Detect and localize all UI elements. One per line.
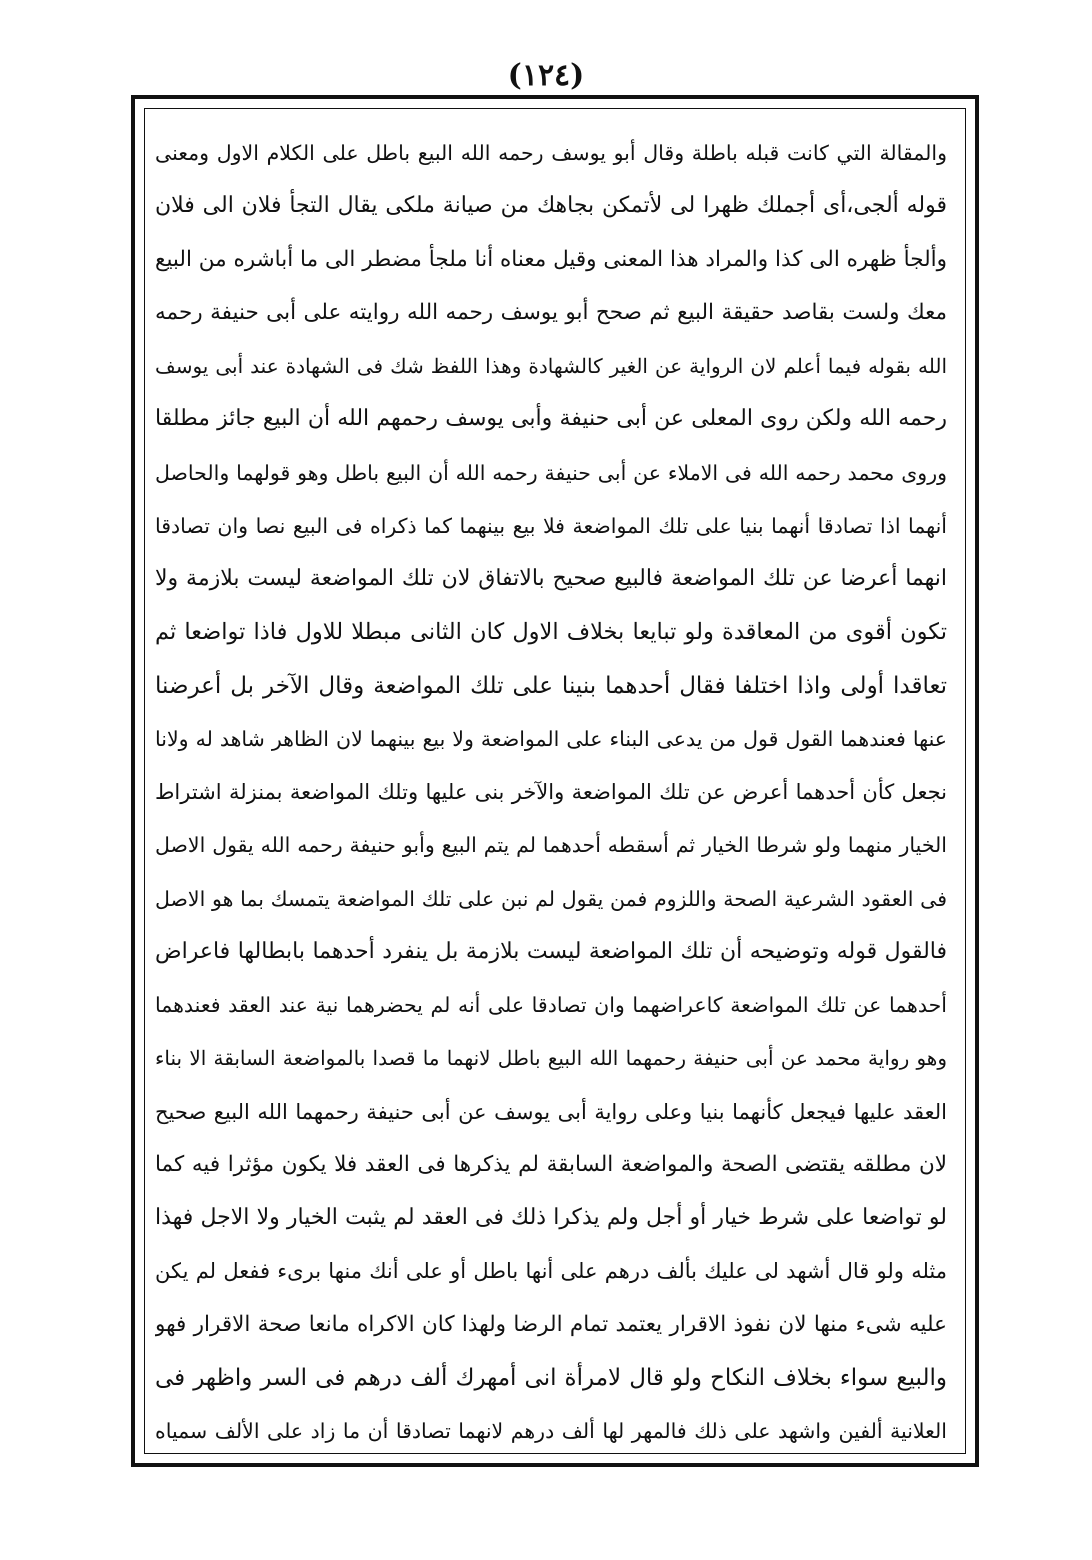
text-line: العلانية ألفين واشهد على ذلك فالمهر لها ألف درهم لانهما تصادقا أن ما زاد على الألف سمياه [155,1419,947,1443]
text-line: معك ولست بقاصد حقيقة البيع ثم صحح أبو يوسف رحمه الله روايته على أبى حنيفة رحمه [155,299,947,325]
text-line: انهما أعرضا عن تلك المواضعة فالبيع صحيح بالاتفاق لان تلك المواضعة ليست بلازمة ولا [155,566,947,591]
text-line: لان مطلقه يقتضى الصحة والمواضعة السابقة لم يذكرها فى العقد فلا يكون مؤثرا فيه كما [155,1151,947,1177]
text-line: الله بقوله فيما أعلم لان الرواية عن الغير كالشهادة وهذا اللفظ شك فى الشهادة عند أبى يوسف [155,354,947,378]
text-line: الخيار منهما ولو شرطا الخيار ثم أسقطه أحدهما لم يتم البيع وأبو حنيفة رحمه الله يقول الاصل [155,833,947,858]
text-line: عليه شىء منها لان نفوذ الاقرار يعتمد تمام الرضا ولهذا كان الاكراه مانعا صحة الاقرار فهو [155,1311,947,1337]
text-line: والمقالة التي كانت قبله باطلة وقال أبو يوسف رحمه الله البيع باطل على الكلام الاول ومعنى [155,141,947,165]
text-line: تكون أقوى من المعاقدة ولو تبايعا بخلاف الاول كان الثانى مبطلا للاول فاذا تواضعا ثم [155,619,947,646]
text-line: نجعل كأن أحدهما أعرض عن تلك المواضعة والآخر بنى عليها وتلك المواضعة بمنزلة اشتراط [155,780,947,804]
text-line: أحدهما عن تلك المواضعة كاعراضهما وان تصادقا على أنه لم يحضرهما نية عند العقد فعندهما [155,993,947,1017]
text-line: والبيع سواء بخلاف النكاح ولو قال لامرأة انى أمهرك ألف درهم فى السر واظهر فى [155,1364,947,1391]
body-text [155,127,947,1457]
text-line: قوله ألجى،أى أجملك ظهرا لى لأتمكن بجاهك من صيانة ملكى يقال التجأ فلان الى فلان [155,193,947,219]
text-line: العقد عليها فيجعل كأنهما بنيا وعلى رواية أبى يوسف عن أبى حنيفة رحمهما الله البيع صحيح [155,1099,947,1124]
page-number: (١٢٤) [507,58,585,93]
text-line: فى العقود الشرعية الصحة واللزوم فمن يقول لم نبن على تلك المواضعة يتمسك بما هو الاصل [155,886,947,911]
text-line: عنها فعندهما القول قول من يدعى البناء على المواضعة ولا بيع بينهما لان الظاهر شاهد له ولانا [155,726,947,751]
text-line: وروى محمد رحمه الله فى الاملاء عن أبى حنيفة رحمه الله أن البيع باطل وهو قولهما والحاصل [155,460,947,485]
text-line: تعاقدا أولى واذا اختلفا فقال أحدهما بنينا على تلك المواضعة وقال الآخر بل أعرضنا [155,672,947,699]
text-line: فالقول قوله وتوضيحه أن تلك المواضعة ليست بلازمة بل ينفرد أحدهما بابطالها فاعراض [155,938,947,964]
text-line: مثله ولو قال أشهد لى عليك بألف درهم على أنها باطل أو على أنك منها برىء ففعل لم يكن [155,1259,947,1284]
text-line: رحمه الله ولكن روى المعلى عن أبى حنيفة وأبى يوسف رحمهم الله أن البيع جائز مطلقا [155,406,947,432]
text-line: وألجأ ظهره الى كذا والمراد هذا المعنى وقيل معناه أنا ملجأ مضطر الى ما أباشره من البيع [155,246,947,272]
text-line: وهو رواية محمد عن أبى حنيفة رحمهما الله البيع باطل لانهما ما قصدا بالمواضعة السابقة الا بناء [155,1046,947,1071]
text-line: أنهما اذا تصادقا أنهما بنيا على تلك المواضعة فلا بيع بينهما كما ذكراه فى البيع نصا وان تصادقا [155,513,947,538]
text-line: لو تواضعا على شرط خيار أو أجل ولم يذكرا ذلك فى العقد لم يثبت الخيار ولا الاجل فهذا [155,1205,947,1230]
